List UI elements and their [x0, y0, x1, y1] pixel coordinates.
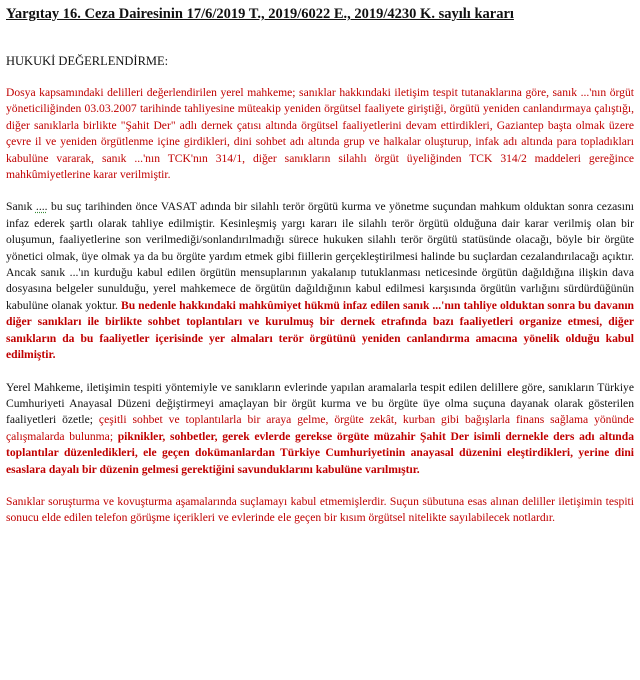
paragraph-3-red: çeşitli sohbet ve toplantılarla bir araya gelme, örgüte zekât, kurban gibi bağışlarla finans sağlama yönünde çalışmalarda bulunma;: [6, 413, 634, 443]
paragraph-2: [6, 199, 634, 363]
section-heading: HUKUKİ DEĞERLENDİRME:: [6, 54, 169, 68]
paragraph-2-normal: bu suç tarihinden önce VASAT adında bir silahlı terör örgütü kurma ve yönetme suçundan mahkum olduktan sonra cezasını infaz ederek şartlı olarak tahliye edilmiştir. Kesinleşmiş yargı kararı ile silahlı terör örgütü olduğuna dair karar verilmiş olan bir oluşumun, faaliyetlerine son verilmediği/sonlandırılmadığı sürece hukuken silahlı terör örgütü statüsünde olacağı, böyle bir örgüte yönetici olmak, üye olmak ya da bu örgüte yardım etmek gibi fiillerin gerçekleştirilmesi halinde bu suçlardan cezalandırılacağı açıktır. Ancak sanık ...'ın kurduğu kabul edilen örgütün mensuplarının yakalanıp tutuklanması neticesinde örgütün dağıldığına ilişkin dava dosyasına belgeler sunulduğu, yerel mahkemece de örgütün dağıldığının kabul edilmesi karşısında örgütün varlığını sürdürdüğünün kabulüne olanak yoktur.: [6, 200, 634, 312]
paragraph-2-start: Sanık: [6, 200, 36, 214]
paragraph-4: Sanıklar soruşturma ve kovuşturma aşamalarında suçlamayı kabul etmemişlerdir. Suçun sübutuna esas alınan deliller iletişimin tespiti sonucu elde edilen telefon görüşme içerikleri ve evlerinde ele geçen bir kısım örgütsel nitelikte sayılabilecek notlardır.: [6, 494, 634, 525]
paragraph-3-bold: piknikler, sohbetler, gerek evlerde gerekse örgüte müzahir Şahit Der isimli dernekle ders adı altında toplantılar düzenledikleri, ele geçen dokümanlardan Türkiye Cumhuriyetinin anayasal düzenini eleştirdikleri, yerine dini esaslara dayalı bir düzenin gelmesi gerektiğini savunduklarını kabulüne varılmıştır.: [6, 429, 634, 476]
paragraph-2-ellipsis: ....: [35, 200, 48, 214]
paragraph-3-normal: Yerel Mahkeme, iletişimin tespiti yöntemiyle ve sanıkların evlerinde yapılan aramalarla tespit edilen delillere göre, sanıkların Türkiye Cumhuriyeti Anayasal Düzeni değiştirmeyi amaçlayan bir örgüt kurma ve bu örgüte üye olma suçuna dayanak olarak gösterilen faaliyetleri özetle;: [6, 380, 634, 427]
paragraph-3: [6, 380, 634, 478]
paragraph-2-bold: Bu nedenle hakkındaki mahkûmiyet hükmü infaz edilen sanık ...'nın tahliye olduktan sonra bu davanın diğer sanıkları ile birlikte sohbet toplantıları ve kurulmuş bir dernek etrafında bazı faaliyetleri organize etmesi, diğer sanıkların da bu faaliyetler içerisinde yer almaları terör örgütünü yeniden canlandırma amacına yönelik olduğu kabul edilmiştir.: [6, 298, 634, 362]
page-title: Yargıtay 16. Ceza Dairesinin 17/6/2019 T., 2019/6022 E., 2019/4230 K. sayılı kararı: [6, 6, 514, 22]
paragraph-1: Dosya kapsamındaki delilleri değerlendirilen yerel mahkeme; sanıklar hakkındaki iletişim tespit tutanaklarına göre, sanık ...'nın örgüt yöneticiliğinden 03.03.2007 tarihinde tahliyesine müteakip yeniden örgütsel faaliyete giriştiği, örgütü yeniden canlandırmaya çalıştığı, diğer sanıklarla birlikte "Şahit Der" adlı dernek çatısı altında örgütsel faaliyetlerini devam ettirdikleri, Gaziantep başta olmak üzere çevre il ve yeniden örgütlenme içine girdikleri, dini sohbet adı altında grup ve halkalar oluşturup, infak adı altında para topladıkları kabulüne vararak, sanık ...'nın TCK'nın 314/1, diğer sanıkların silahlı örgüt üyeliğinden TCK 314/2 maddeleri gereğince mahkûmiyetlerine karar verilmiştir.: [6, 86, 634, 182]
